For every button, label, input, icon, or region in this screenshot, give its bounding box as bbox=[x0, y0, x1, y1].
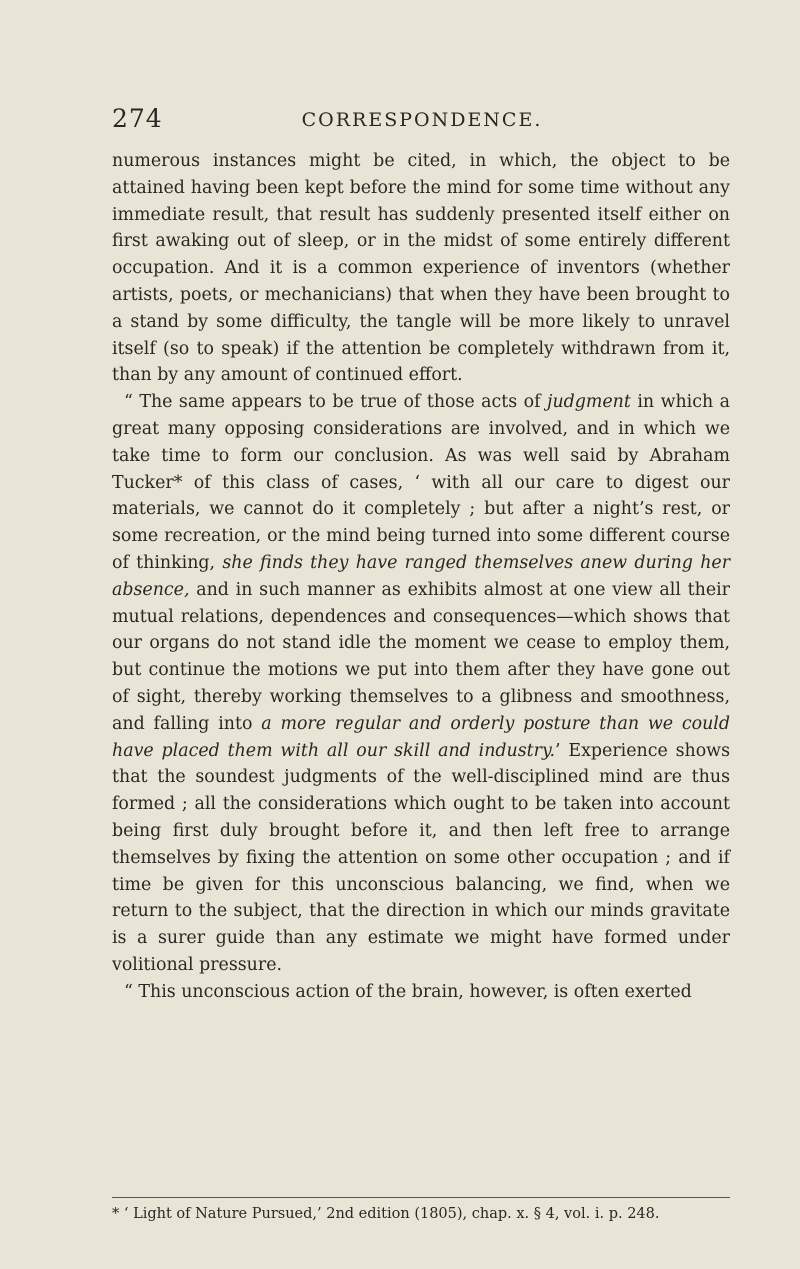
body-text bbox=[112, 148, 730, 1006]
italic-text: a more regular and orderly posture than we could have placed them with all our skill and industry. bbox=[112, 713, 730, 761]
italic-text: she finds they have ranged themselves anew during her absence, bbox=[112, 552, 731, 600]
italic-text: judgment bbox=[547, 392, 631, 413]
text-segment: “ This unconscious action of the brain, however, is often exerted bbox=[124, 981, 692, 1002]
text-segment: in which a great many opposing considerations are involved, and in which we take time to form our conclusion. As was well said by Abraham Tucker bbox=[112, 392, 730, 493]
text-segment: of this class of cases, ‘ with all our care to digest our materials, we cannot do it completely ; but after a night’s rest, or some recreation, or the mind being turned into some different course of thinking, bbox=[112, 472, 730, 573]
italic-text: * bbox=[173, 472, 183, 493]
text-segment: ’ Experience shows that the soundest judgments of the well-disciplined mind are thus formed ; all the considerations which ought to be taken into account being first duly brought before it, and then left free to arrange themselves by fixing the attention on some other occupation ; and if time be given for this unconscious balancing, we find, when we return to the subject, that the direction in which our minds gravitate is a surer guide than any estimate we might have formed under volitional pressure. bbox=[112, 740, 730, 975]
text-segment: and in such manner as exhibits almost at one view all their mutual relations, dependences and consequences—which shows that our organs do not stand idle the moment we cease to employ them, but continue the motions we put into them after they have gone out of sight, thereby working themselves to a glibness and smoothness, and falling into bbox=[112, 579, 730, 734]
text-segment: “ The same appears to be true of those acts of bbox=[124, 392, 548, 413]
page-number: 274 bbox=[112, 104, 163, 133]
footnote: * ‘ Light of Nature Pursued,’ 2nd edition (1805), chap. x. § 4, vol. i. p. 248. bbox=[112, 1206, 660, 1222]
paragraph bbox=[112, 979, 730, 1006]
paragraph bbox=[112, 148, 730, 389]
running-head: CORRESPONDENCE. bbox=[301, 109, 543, 131]
paragraph bbox=[112, 389, 730, 979]
page-header bbox=[112, 104, 732, 134]
footnote-rule bbox=[112, 1197, 730, 1198]
text-segment: numerous instances might be cited, in which, the object to be attained having been kept before the mind for some time without any immediate result, that result has suddenly presented itself either on first awaking out of sleep, or in the midst of some entirely different occupation. And it is a common experience of inventors (whether artists, poets, or mechanicians) that when they have been brought to a stand by some difficulty, the tangle will be more likely to unravel itself (so to speak) if the attention be completely withdrawn from it, than by any amount of continued effort. bbox=[112, 151, 730, 386]
